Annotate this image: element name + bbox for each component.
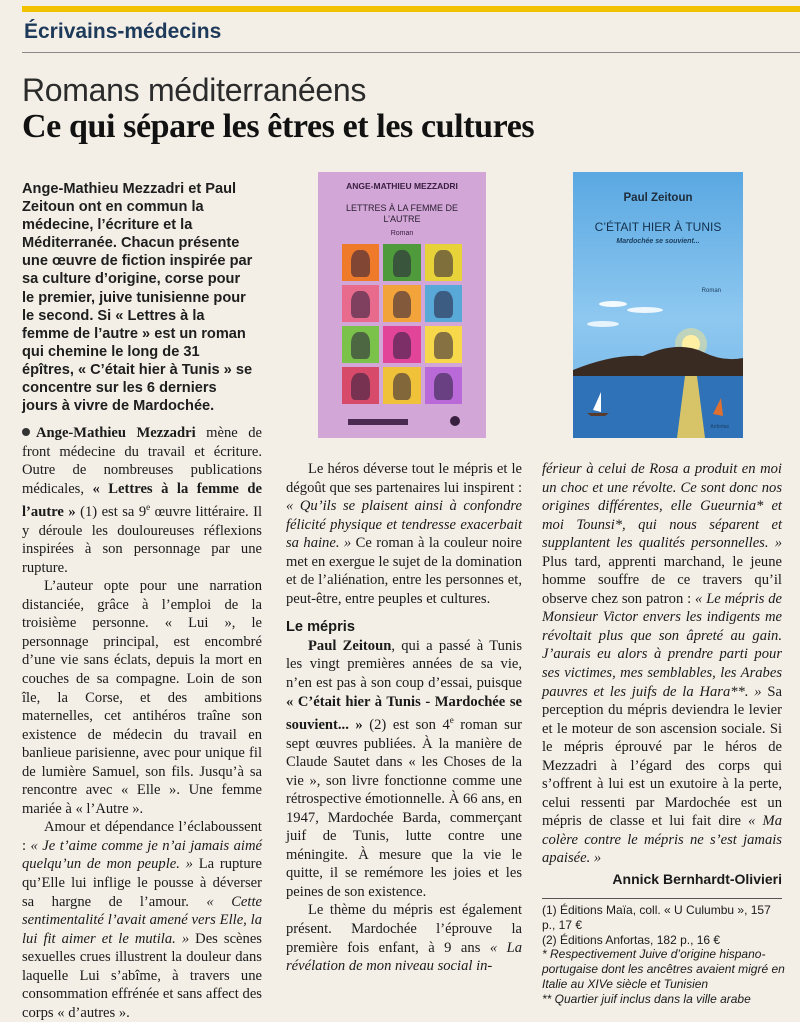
- paragraph-text: Sa perception du mépris deviendra le levier et le moteur de son ascension sociale. Si le mépris éprouvé par le héros de Mezzadri à l’égard des corps qui s’offrent à lui est un exutoire à la perte, celui ressenti par Mardochée est un mépris de classe et lui fait dire: [542, 683, 782, 830]
- quote: « Le mépris de Monsieur Victor envers les indigents me révoltait plus que son âpreté au gain. J’aurais eu alors à prendre parti pour ses victimes, mes semblables, les Arabes pauvres et les juifs de la Hara**. »: [542, 590, 783, 700]
- artwork-tile: [342, 367, 379, 404]
- footnote: (2) Éditions Anfortas, 182 p., 16 €: [542, 932, 721, 947]
- article-column-1: [22, 424, 262, 1022]
- paragraph-text: Le héros déverse tout le mépris et le dégoût que ses partenaires lui inspirent :: [286, 461, 522, 496]
- paragraph-text: Le thème du mépris est également présent. Mardochée l’éprouve la première fois enfant, à 9 ans: [286, 902, 522, 956]
- book-cover-artwork: [342, 244, 462, 404]
- paragraph-text: roman sur sept œuvres publiées. À la manière de Claude Sautet dans « les Choses de la vie », son livre fonctionne comme une rétrospective émotionnelle. À 66 ans, en 1947, Mardochée Barda, commerçant juif de Tunis, lutte contre une méningite. À mesure que la vie le quitte, il se remémore les joies et les peines de son existence.: [286, 716, 522, 900]
- book-cover-landscape: [573, 292, 743, 438]
- footnote: ** Quartier juif inclus dans la ville arabe: [542, 991, 751, 1006]
- artwork-tile: [425, 326, 462, 363]
- book-title-ref: « Lettres à la femme de l’autre »: [22, 480, 262, 521]
- article-headline: Ce qui sépare les êtres et les cultures: [22, 108, 535, 145]
- artwork-tile: [383, 244, 420, 281]
- quote: « Ma colère contre le mépris ne s’est jamais apaisée. »: [542, 813, 782, 867]
- footnote: (1) Éditions Maïa, coll. « U Culumbu », 157 p., 17 €: [542, 903, 771, 932]
- author-name: Paul Zeitoun: [308, 637, 392, 654]
- footnotes: [542, 903, 787, 1007]
- section-subhead: Le mépris: [286, 619, 355, 636]
- article-signature: Annick Bernhardt-Olivieri: [612, 871, 782, 888]
- artwork-tile: [383, 367, 420, 404]
- quote: « La révélation de mon niveau social in-: [286, 939, 522, 975]
- article-column-2: [286, 460, 522, 976]
- book-cover-logo: [450, 416, 460, 426]
- article-lead: Ange-Mathieu Mezzadri et Paul Zeitoun ont en commun la médecine, l’écriture et la Méditerranée. Chacun présente une œuvre de fiction inspirée par sa culture d’origine, corse pour le premier, juive tunisienne pour le second. Si « Lettres à la femme de l’autre » est un roman qui chemine le long de 31 épîtres, « C’était hier à Tunis » se concentre sur les 6 derniers jours à vivre de Mardochée.: [22, 181, 253, 415]
- bullet-icon: [22, 428, 30, 436]
- book-cover-author: ANGE-MATHIEU MEZZADRI: [346, 181, 458, 191]
- paragraph-text: , qui a passé à Tunis les vingt premières années de sa vie, n’en est pas à son coup d’essai, puisque: [286, 637, 522, 692]
- article-kicker: Romans méditerranéens: [22, 72, 367, 108]
- section-rubric: Écrivains-médecins: [24, 20, 222, 43]
- superscript: e: [449, 715, 454, 726]
- superscript: e: [146, 502, 151, 513]
- footnote: * Respectivement Juive d’origine hispano-portugaise dont les ancêtres avaient migré en Italie au XIVe siècle et Tunisien: [542, 947, 785, 991]
- paragraph-text: Plus tard, apprenti marchand, le jeune homme souffre de ce travers qu’il observe chez son patron :: [542, 553, 782, 607]
- book-cover-publisher: Anfortas: [710, 424, 729, 430]
- book-cover-genre: Roman: [701, 288, 721, 294]
- artwork-tile: [425, 367, 462, 404]
- paragraph-text: mène de front médecine du travail et écriture. Outre de nombreuses publications médicales,: [22, 425, 262, 497]
- artwork-tile: [342, 285, 379, 322]
- book-cover-subtitle: Mardochée se souvient...: [616, 238, 700, 245]
- quote: « Cette sentimentalité l’avait amené vers Elle, la lui fit aimer et le mutila. »: [22, 893, 262, 947]
- article-column-3: [542, 460, 782, 889]
- artwork-tile: [383, 285, 420, 322]
- paragraph: L’auteur opte pour une narration distanciée, grâce à l’emploi de la troisième personne. « Lui », le personnage principal, est encombré d’une vie sans éclats, depuis la mort en couches de sa compagne. Loin de son île, la Corse, et des ambitions maternelles, cet antihéros traîne son existence de médecin du travail en banlieue parisienne, avec pour unique fil de lumière Samuel, son fils. Jusqu’à sa rencontre avec « Elle ». Une femme mariée à « l’Autre ».: [22, 578, 262, 817]
- book-cover-tunis: [573, 172, 743, 438]
- quote: « Je t’aime comme je n’ai jamais aimé quelqu’un de mon peuple. »: [22, 837, 263, 873]
- artwork-tile: [383, 326, 420, 363]
- author-name: Ange-Mathieu Mezzadri: [36, 425, 196, 441]
- book-cover-title: LETTRES À LA FEMME DE L’AUTRE: [345, 203, 459, 224]
- paragraph-text: (1) est sa 9: [75, 504, 147, 521]
- book-cover-genre: Roman: [390, 230, 414, 237]
- artwork-tile: [342, 244, 379, 281]
- book-cover-lettres: [318, 172, 486, 438]
- paragraph-text: (2) est son 4: [362, 716, 450, 733]
- paragraph-text: La rupture qu’Elle lui inflige le pousse à déverser sa hargne de l’amour.: [22, 856, 262, 910]
- quote: férieur à celui de Rosa a produit en moi un choc et une révolte. Ce sont donc nos origines différentes, elle Gueurnia* et moi Tounsi*, qui nous séparent et supplantent les qualités personnelles. »: [542, 461, 782, 552]
- artwork-tile: [425, 244, 462, 281]
- paragraph-text: Ce roman à la couleur noire met en exergue le sujet de la domination et de l’aliénation, entre les personnes et, peut-être, entre peuples et cultures.: [286, 535, 522, 607]
- artwork-tile: [425, 285, 462, 322]
- book-cover-title: C’ÉTAIT HIER À TUNIS: [594, 220, 722, 234]
- book-cover-author: Paul Zeitoun: [623, 192, 693, 204]
- quote: « Qu’ils se plaisent ainsi à confondre félicité physique et tendresse exacerbait sa haine. »: [286, 498, 522, 552]
- book-title-ref: « C’était hier à Tunis - Mardochée se souvient... »: [286, 693, 522, 733]
- notes-divider: [542, 898, 782, 899]
- rubric-divider: [22, 52, 800, 53]
- paragraph-text: Amour et dépendance l’éclaboussent :: [22, 819, 262, 854]
- book-cover-publisher-mark: [348, 419, 408, 425]
- paragraph-text: œuvre littéraire. Il y déroule les douloureuses réflexions inspirées à son personnage par une rupture.: [22, 504, 263, 576]
- paragraph-text: Des scènes sexuelles crues illustrent la douleur dans laquelle Lui s’abîme, à travers une consommation effrénée et sans affect des corps « d’autres ».: [22, 930, 262, 1021]
- artwork-tile: [342, 326, 379, 363]
